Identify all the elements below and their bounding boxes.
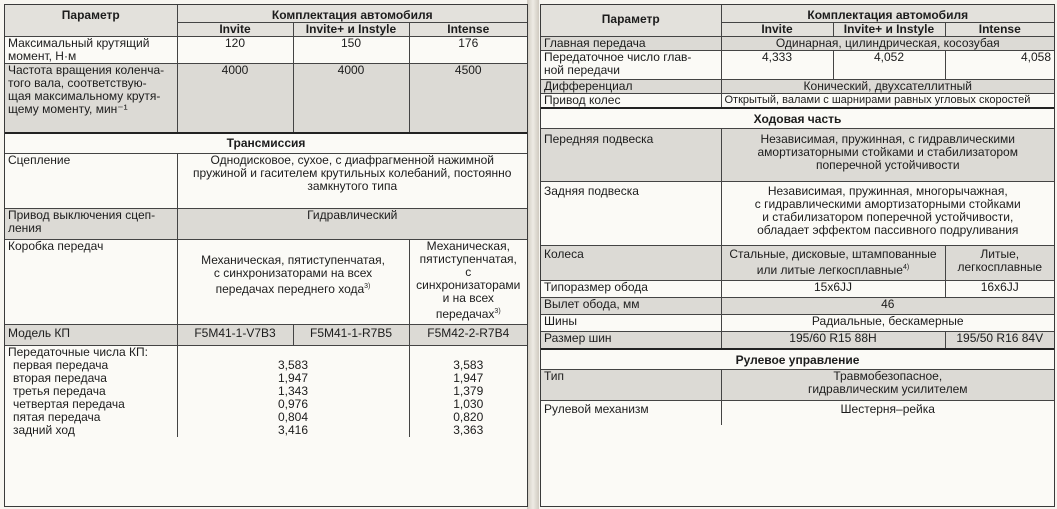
section-chassis: Ходовая часть [541,108,1054,129]
steering-mechanism-label: Рулевой механизм [541,401,721,426]
ratio-value-a: 3,583 [177,359,409,372]
ratio-value-b: 3,583 [409,359,527,372]
steering-type-row [541,370,1054,401]
torque-invite: 120 [177,37,293,64]
ratio-value-b: 1,030 [409,398,527,411]
differential-value: Конический, двухсателлитный [721,80,1054,94]
rpm-label-2: того вала, соответствую- [8,76,147,90]
wheels-intense-value-2: легкосплавные [957,260,1043,274]
main-ratio-row [541,51,1054,80]
footnote-4: 4) [902,264,910,271]
torque-intense: 176 [409,37,527,64]
steering-type-value: Травмобезопасное, [833,369,943,383]
main-gear-value: Одинарная, цилиндрическая, косозубая [721,37,1054,51]
tires-row [541,315,1054,332]
section-transmission: Трансмиссия [5,133,527,154]
steering-type-value-2: гидравлическим усилителем [807,382,968,396]
col-invite-plus: Invite+ и Instyle [833,23,945,37]
front-suspension-value-3: поперечной устойчивости [815,158,960,172]
rear-suspension-label: Задняя подвеска [541,182,721,246]
ratio-value-a: 1,343 [177,385,409,398]
torque-invite-plus: 150 [293,37,409,64]
model-intense: F5M42-2-R7B4 [409,325,527,346]
gearbox-invite-value-3: передачах переднего хода [215,282,365,296]
clutch-value-2: пружиной и гасителем крутильных колебаний, постоянно [193,166,512,180]
config-header: Комплектация автомобиля [721,5,1054,23]
front-suspension-value-2: амортизаторными стойками и стабилизатором [757,145,1018,159]
rpm-label-3: щая максимальному крутя- [8,89,161,103]
tire-size-label: Размер шин [541,332,721,350]
ratio-value-a: 1,947 [177,372,409,385]
torque-label: Максимальный крутящий [8,36,150,50]
col-invite-plus: Invite+ и Instyle [293,23,409,37]
ratio-name: третья передача [13,385,106,398]
ratio-name: первая передача [13,359,109,372]
clutch-drive-label: Привод выключения сцеп- [8,208,156,222]
torque-label-cont: момент, Н·м [8,49,77,63]
rear-suspension-row [541,182,1054,246]
offset-value: 46 [721,298,1054,315]
ratio-name: задний ход [13,424,75,437]
rear-suspension-value-3: и стабилизатором поперечной устойчивости, [762,210,1014,224]
wheels-invite-value-2: или литые легкосплавные [756,263,903,277]
model-label: Модель КП [5,325,177,346]
front-suspension-label: Передняя подвеска [541,129,721,182]
clutch-drive-row [5,209,527,240]
main-gear-label: Главная передача [541,37,721,51]
wheels-row [541,246,1054,281]
ratio-row [5,385,527,398]
rpm-intense: 4500 [409,64,527,134]
clutch-drive-label-2: ления [8,221,42,235]
rpm-row [5,64,527,134]
left-spec-table [4,4,528,507]
clutch-drive-value: Гидравлический [177,209,527,240]
col-intense: Intense [409,23,527,37]
model-invite: F5M41-1-V7B3 [177,325,293,346]
gearbox-label: Коробка передач [5,240,177,325]
ratio-value-b: 1,947 [409,372,527,385]
gearbox-intense-value-2: пятиступенчатая, [419,252,517,266]
ratio-row [5,359,527,372]
main-ratio-label: Передаточное число глав- [544,50,692,64]
rim-row [541,281,1054,298]
tires-value: Радиальные, бескамерные [721,315,1054,332]
drive-value: Открытый, валами с шарнирами равных угловых скоростей [721,94,1054,109]
wheels-label: Колеса [541,246,721,281]
steering-mechanism-row [541,401,1054,426]
differential-label: Дифференциал [541,80,721,94]
main-ratio-label-2: ной передачи [544,63,620,77]
ratio-row [5,372,527,385]
offset-label: Вылет обода, мм [541,298,721,315]
drive-label: Привод колес [541,94,721,109]
ratio-row [5,398,527,411]
rim-intense-value: 16x6JJ [945,281,1054,298]
right-spec-table [540,4,1055,507]
main-ratio-invite: 4,333 [721,51,833,80]
config-header: Комплектация автомобиля [177,5,527,23]
main-ratio-invite-plus: 4,052 [833,51,945,80]
section-steering: Рулевое управление [541,349,1054,370]
rear-suspension-value-2: с гидравлическими амортизаторными стойками [754,197,1021,211]
footnote-3: 3) [364,283,371,290]
gearbox-intense-value: Механическая, [426,239,510,253]
ratio-value-b: 3,363 [409,424,527,437]
ratio-value-a: 3,416 [177,424,409,437]
param-header: Параметр [5,5,177,37]
tire-size-row [541,332,1054,350]
clutch-label: Сцепление [8,153,71,167]
rim-label: Типоразмер обода [541,281,721,298]
ratio-value-a: 0,976 [177,398,409,411]
wheels-invite-value: Стальные, дисковые, штампованные [729,247,937,261]
col-invite: Invite [177,23,293,37]
ratios-header-row [5,346,527,360]
footnote-3b: 3) [494,308,501,315]
steering-type-label: Тип [541,370,721,401]
clutch-row [5,154,527,209]
rear-suspension-value: Независимая, пружинная, многорычажная, [767,184,1008,198]
tire-size-intense-value: 195/50 R16 84V [945,332,1054,350]
clutch-value: Однодисковое, сухое, с диафрагменной нажимной [210,153,494,167]
ratio-row [5,424,527,437]
gearbox-intense-value-5: передачах [435,307,495,321]
rpm-label: Частота вращения коленча- [8,63,165,77]
torque-row [5,37,527,64]
steering-mechanism-value: Шестерня–рейка [721,401,1054,426]
gearbox-intense-value-3: с синхронизаторами [416,265,521,292]
ratio-name: вторая передача [13,372,107,385]
rpm-invite: 4000 [177,64,293,134]
clutch-value-3: замкнутого типа [307,179,398,193]
model-invite-plus: F5M41-1-R7B5 [293,325,409,346]
col-intense: Intense [945,23,1054,37]
gearbox-row [5,240,527,325]
rpm-label-4: щему моменту, мин⁻¹ [8,102,128,116]
main-ratio-intense: 4,058 [945,51,1054,80]
tires-label: Шины [541,315,721,332]
drive-row [541,94,1054,109]
wheels-intense-value: Литые, [980,247,1020,261]
ratio-name: пятая передача [13,411,101,424]
front-suspension-row [541,129,1054,182]
main-gear-row [541,37,1054,51]
col-invite: Invite [721,23,833,37]
param-header: Параметр [541,5,721,37]
gearbox-invite-value-2: с синхронизаторами на всех [213,266,373,280]
ratio-value-b: 0,820 [409,411,527,424]
ratio-row [5,411,527,424]
rear-suspension-value-4: обладает эффектом пассивного подруливания [757,223,1019,237]
gearbox-invite-value: Механическая, пятиступенчатая, [201,253,385,267]
page-gutter [527,0,539,509]
offset-row [541,298,1054,315]
tire-size-invite-value: 195/60 R15 88H [721,332,945,350]
gearbox-intense-value-4: и на всех [442,291,494,305]
ratio-value-b: 1,379 [409,385,527,398]
differential-row [541,80,1054,94]
rpm-invite-plus: 4000 [293,64,409,134]
ratio-value-a: 0,804 [177,411,409,424]
model-row [5,325,527,346]
ratios-label: Передаточные числа КП: [5,346,177,360]
rim-invite-value: 15x6JJ [721,281,945,298]
front-suspension-value: Независимая, пружинная, с гидравлическими [760,132,1016,146]
ratio-name: четвертая передача [13,398,125,411]
